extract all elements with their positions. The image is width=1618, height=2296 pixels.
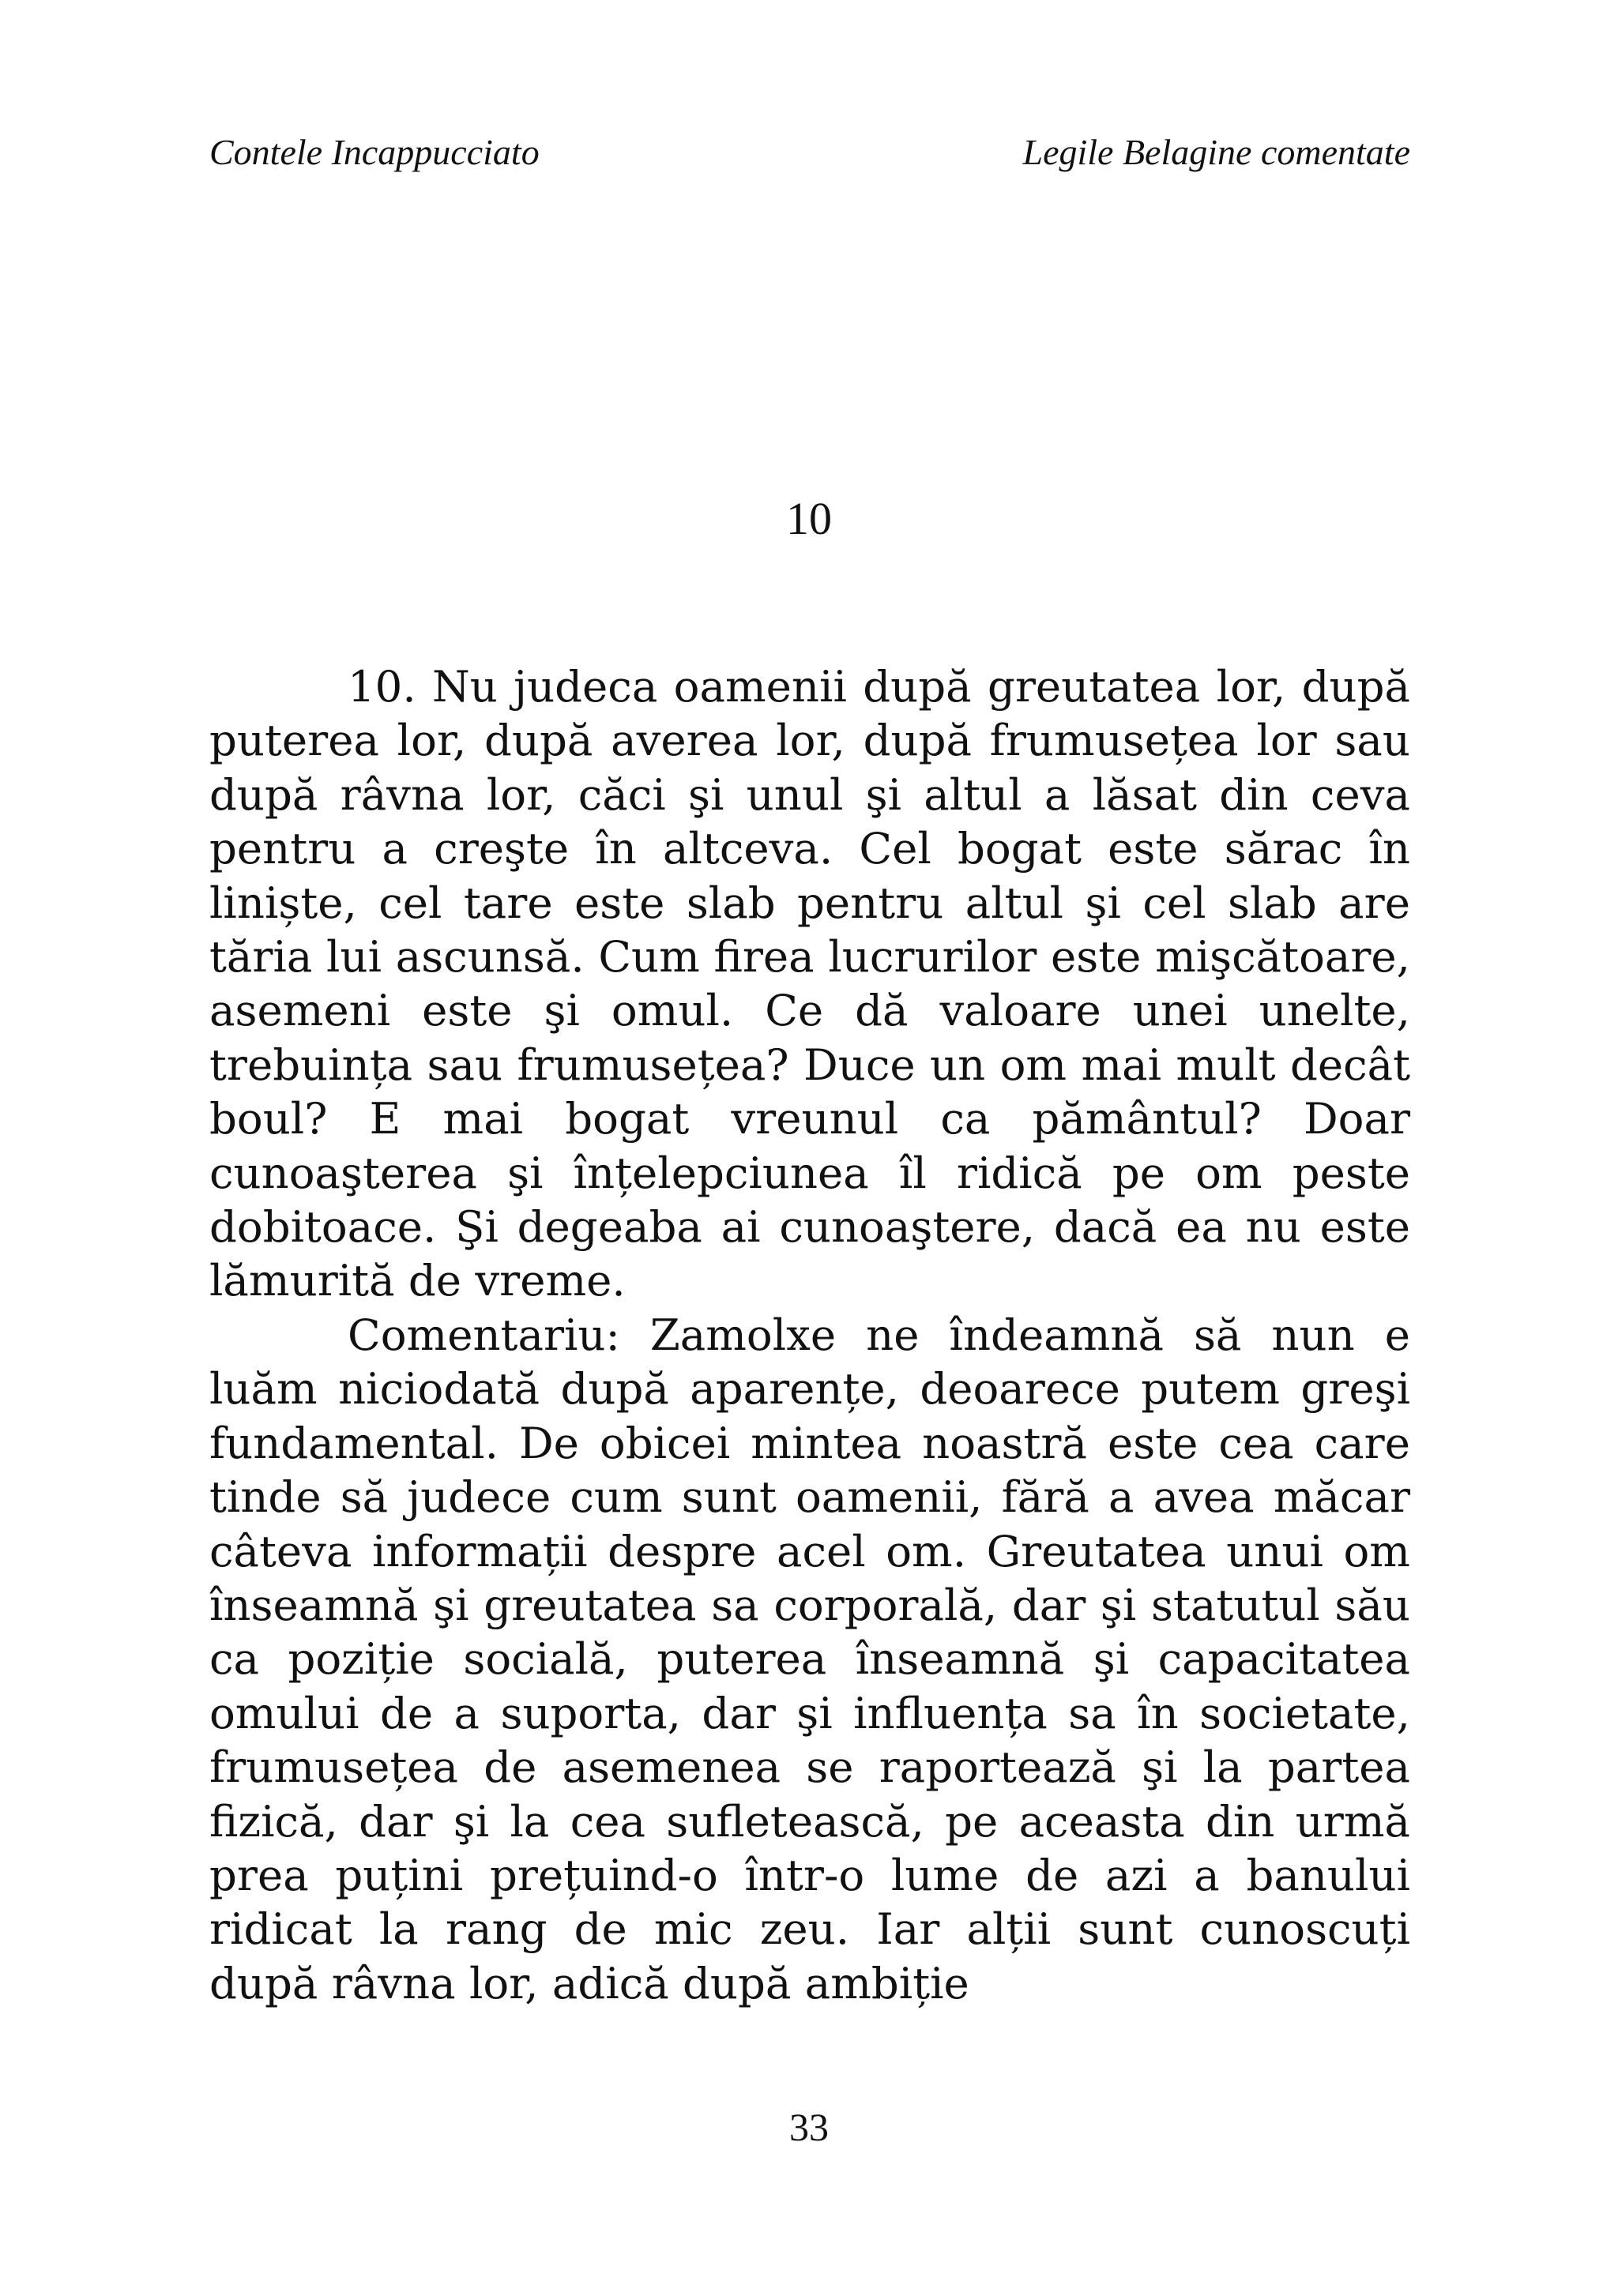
commentary-paragraph: Comentariu: Zamolxe ne îndeamnă să nun e luăm niciodată după aparențe, deoarece putem greşi fundamental. De obicei mintea noastră este cea care tinde să judece cum sunt oamenii, fără a avea măcar câteva informații despre acel om. Greutatea unui om înseamnă şi greutatea sa corporală, dar şi statutul său ca poziție socială, puterea înseamnă şi capacitatea omului de a suporta, dar şi influența sa în societate, frumusețea de asemenea se raportează şi la partea fizică, dar şi la cea sufletească, pe aceasta din urmă prea puțini prețuind-o într-o lume de azi a banului ridicat la rang de mic zeu. Iar alții sunt cunoscuți după râvna lor, adică după ambiție — [209, 1309, 1410, 2009]
body-text — [209, 659, 1410, 2010]
header-book-title: Legile Belagine comentate — [1022, 132, 1410, 172]
law-paragraph: 10. Nu judeca oamenii după greutatea lor, după puterea lor, după averea lor, după frumusețea lor sau după râvna lor, căci şi unul şi altul a lăsat din ceva pentru a creşte în altceva. Cel bogat este sărac în liniște, cel tare este slab pentru altul şi cel slab are tăria lui ascunsă. Cum firea lucrurilor este mişcătoare, asemeni este şi omul. Ce dă valoare unei unelte, trebuința sau frumusețea? Duce un om mai mult decât boul? E mai bogat vreunul ca pământul? Doar cunoaşterea şi înțelepciunea îl ridică pe om peste dobitoace. Şi degeaba ai cunoaştere, dacă ea nu este lămurită de vreme. — [209, 661, 1410, 1306]
page-number: 33 — [789, 2105, 829, 2149]
header-author: Contele Incappucciato — [209, 132, 540, 172]
chapter-number: 10 — [786, 493, 832, 544]
running-header — [209, 134, 1410, 171]
